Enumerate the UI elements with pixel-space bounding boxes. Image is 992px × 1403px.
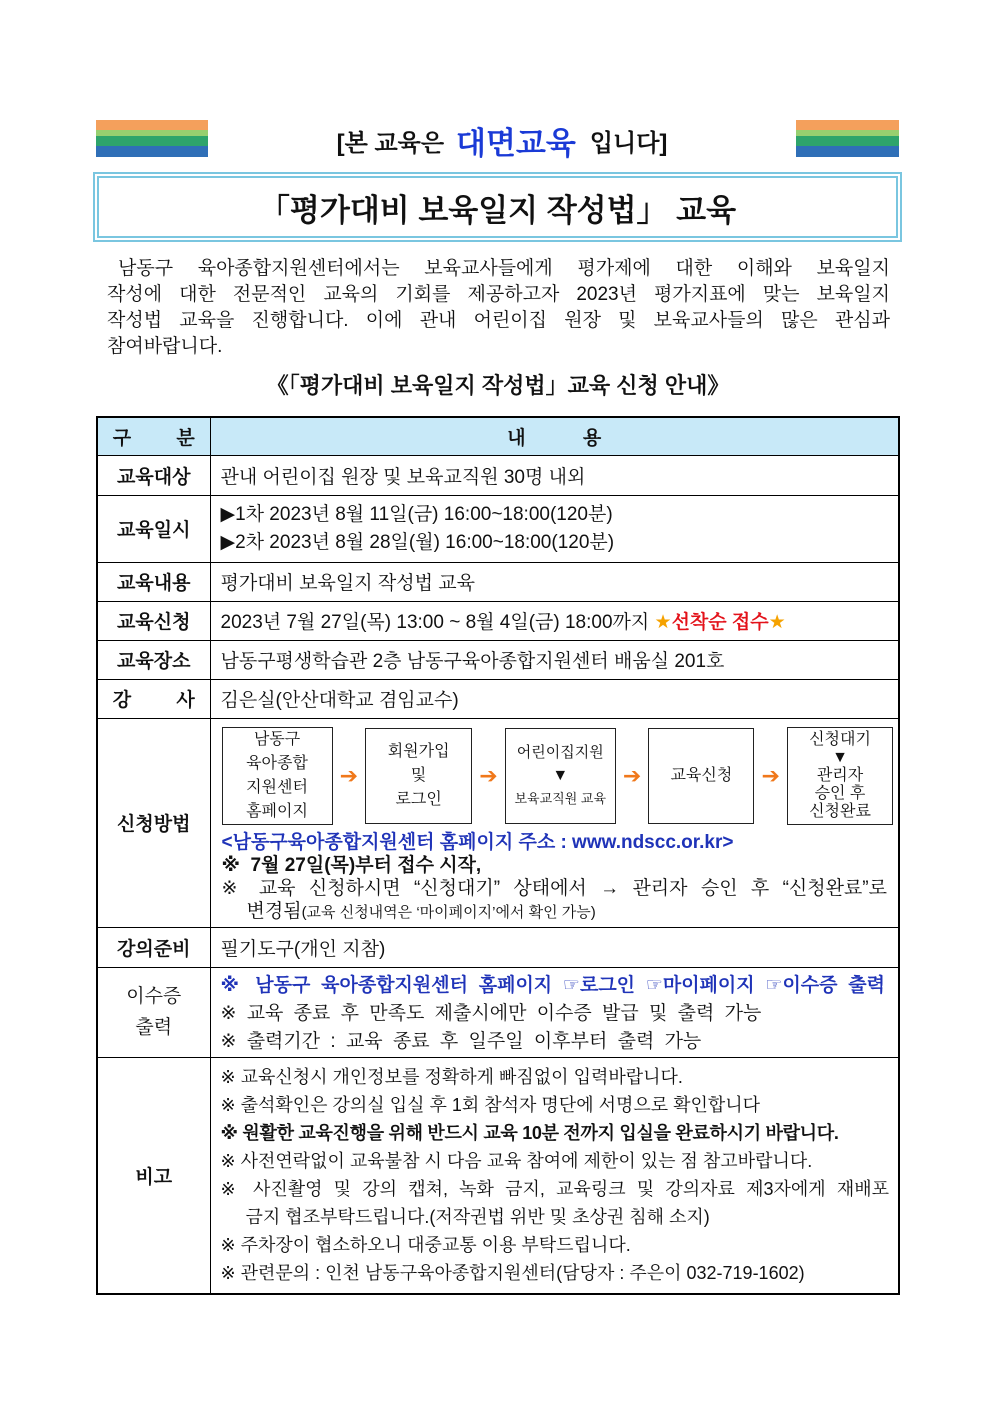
header-stripe-right: [796, 120, 899, 157]
label-certificate-line: 이수증: [126, 986, 182, 1007]
certificate-line: ※ 남동구 육아종합지원센터 홈페이지 ☞로그인 ☞마이페이지 ☞이수증 출력: [220, 974, 885, 996]
certificate-line: ※ 출력기간 : 교육 종료 후 일주일 이후부터 출력 가능: [220, 1030, 702, 1052]
banner-prefix: [본 교육은: [336, 129, 445, 157]
table-header-row: [97, 417, 899, 455]
intro-line: 작성법 교육을 진행합니다. 이에 관내 어린이집 원장 및 보육교사들의 많은 관심과: [107, 310, 890, 331]
remark-line: ※ 사진촬영 및 강의 캡쳐, 녹화 금지, 교육링크 및 강의자료 제3자에게 재배포: [220, 1178, 889, 1199]
step-line: 회원가입: [387, 742, 450, 760]
row-remarks: [97, 1057, 899, 1294]
flow-step-signup-login: [365, 728, 472, 824]
row-target: [97, 455, 899, 495]
arrow-right-icon: ➔: [622, 762, 642, 788]
flow-step-apply: [648, 728, 754, 824]
remark-line: ※ 주차장이 협소하오니 대중교통 이용 부탁드립니다.: [220, 1234, 631, 1255]
row-instructor: [97, 679, 899, 718]
remark-line: 금지 협조부탁드립니다.(저작권법 위반 및 초상권 침해 소지): [245, 1206, 710, 1227]
flow-step-menu: [505, 728, 616, 824]
step-line: 로그인: [395, 790, 442, 808]
value-method: [210, 718, 899, 927]
row-schedule: [97, 495, 899, 562]
flow-step-approval: [787, 727, 893, 825]
arrow-right-icon: ➔: [479, 762, 498, 788]
step-line: 육아종합: [246, 754, 308, 772]
remark-line: ※ 교육신청시 개인정보를 정확하게 빠짐없이 입력바랍니다.: [220, 1066, 683, 1087]
step-line: 및: [410, 766, 427, 784]
step-line: 어린이집지원: [516, 744, 604, 761]
intro-paragraph: [107, 256, 890, 360]
row-certificate: [97, 967, 899, 1057]
status-note-continued: [222, 900, 894, 923]
label-preparation: 강의준비: [97, 927, 210, 967]
step-line: 신청대기: [809, 730, 871, 748]
label-certificate: [97, 967, 210, 1057]
schedule-session-2: ▶2차 2023년 8월 28일(월) 16:00~18:00(120분): [220, 531, 615, 553]
row-application: [97, 601, 899, 640]
value-topic: 평가대비 보육일지 작성법 교육: [210, 562, 899, 601]
banner-suffix: 입니다]: [589, 129, 668, 157]
down-triangle-icon: ▼: [552, 767, 569, 784]
value-certificate: [210, 967, 899, 1057]
value-application: [210, 601, 899, 640]
title-box: [93, 172, 902, 242]
flow-step-homepage: [222, 727, 333, 825]
value-venue: 남동구평생학습관 2층 남동구육아종합지원센터 배움실 201호: [210, 640, 899, 679]
intro-line: 작성에 대한 전문적인 교육의 기회를 제공하고자 2023년 평가지표에 맞는 보육일지: [107, 284, 890, 305]
homepage-address: <남동구육아종합지원센터 홈페이지 주소 : www.ndscc.or.kr>: [221, 831, 734, 853]
method-flow: [222, 727, 894, 825]
step-line: 지원센터: [246, 778, 308, 796]
value-instructor: 김은실(안산대학교 겸임교수): [210, 679, 899, 718]
value-preparation: 필기도구(개인 지참): [210, 927, 899, 967]
arrow-right-icon: ➔: [339, 762, 359, 788]
remark-line: ※ 관련문의 : 인천 남동구육아종합지원센터(담당자 : 주은이 032-719-1602): [220, 1262, 805, 1283]
banner-highlight: 대면교육: [456, 125, 576, 161]
header-category: 구 분: [97, 417, 210, 455]
label-target: 교육대상: [97, 455, 210, 495]
step-line: 관리자: [816, 766, 864, 784]
header-content: 내 용: [210, 417, 899, 455]
first-come-badge: 선착순 접수: [671, 612, 769, 633]
star-icon: ★: [654, 612, 672, 633]
in-person-notice-banner: [208, 116, 796, 164]
header-stripe-left: [96, 120, 208, 157]
remark-line: ※ 출석확인은 강의실 입실 후 1회 참석자 명단에 서명으로 확인합니다: [220, 1094, 761, 1115]
label-method: 신청방법: [97, 718, 210, 927]
step-line: 교육신청: [670, 766, 733, 784]
step-line: 남동구: [253, 730, 301, 748]
value-remarks: [210, 1057, 899, 1294]
section-subtitle: 《「평가대비 보육일지 작성법」교육 신청 안내》: [266, 373, 730, 398]
label-certificate-line: 출력: [135, 1017, 173, 1038]
intro-line: 참여바랍니다.: [107, 336, 223, 357]
value-schedule: [210, 495, 899, 562]
value-target: 관내 어린이집 원장 및 보육교직원 30명 내외: [210, 455, 899, 495]
schedule-session-1: ▶1차 2023년 8월 11일(금) 16:00~18:00(120분): [220, 503, 613, 525]
start-note: ※ 7월 27일(목)부터 접수 시작,: [221, 854, 482, 876]
label-application: 교육신청: [97, 601, 210, 640]
certificate-line: ※ 교육 종료 후 만족도 제출시에만 이수증 발급 및 출력 가능: [220, 1002, 762, 1024]
info-table: [96, 416, 900, 1295]
step-line: 승인 후: [814, 784, 866, 802]
remark-line: ※ 사전연락없이 교육불참 시 다음 교육 참여에 제한이 있는 점 참고바랍니다.: [220, 1150, 813, 1171]
intro-line: 남동구 육아종합지원센터에서는 보육교사들에게 평가제에 대한 이해와 보육일지: [118, 258, 890, 279]
label-schedule: 교육일시: [97, 495, 210, 562]
label-instructor: 강 사: [97, 679, 210, 718]
step-line: 보육교직원 교육: [514, 791, 607, 806]
label-topic: 교육내용: [97, 562, 210, 601]
page-title: 「평가대비 보육일지 작성법」 교육: [258, 192, 737, 228]
down-triangle-icon: ▼: [832, 748, 848, 766]
label-remarks: 비고: [97, 1057, 210, 1294]
remark-line: ※ 원활한 교육진행을 위해 반드시 교육 10분 전까지 입실을 완료하시기 바랍니다.: [220, 1122, 839, 1143]
status-note-small: (교육 신청내역은 ‘마이페이지’에서 확인 가능): [301, 903, 596, 921]
label-venue: 교육장소: [97, 640, 210, 679]
step-line: 신청완료: [809, 802, 871, 820]
row-preparation: [97, 927, 899, 967]
row-topic: [97, 562, 899, 601]
row-method: [97, 718, 899, 927]
row-venue: [97, 640, 899, 679]
step-line: 홈페이지: [246, 802, 308, 820]
application-period: 2023년 7월 27일(목) 13:00 ~ 8월 4일(금) 18:00까지: [220, 612, 650, 633]
star-icon: ★: [768, 612, 786, 633]
status-note: ※ 교육 신청하시면 “신청대기” 상태에서 → 관리자 승인 후 “신청완료”로: [221, 877, 887, 899]
arrow-right-icon: ➔: [761, 762, 780, 788]
status-note-cont: 변경됨: [246, 900, 302, 922]
